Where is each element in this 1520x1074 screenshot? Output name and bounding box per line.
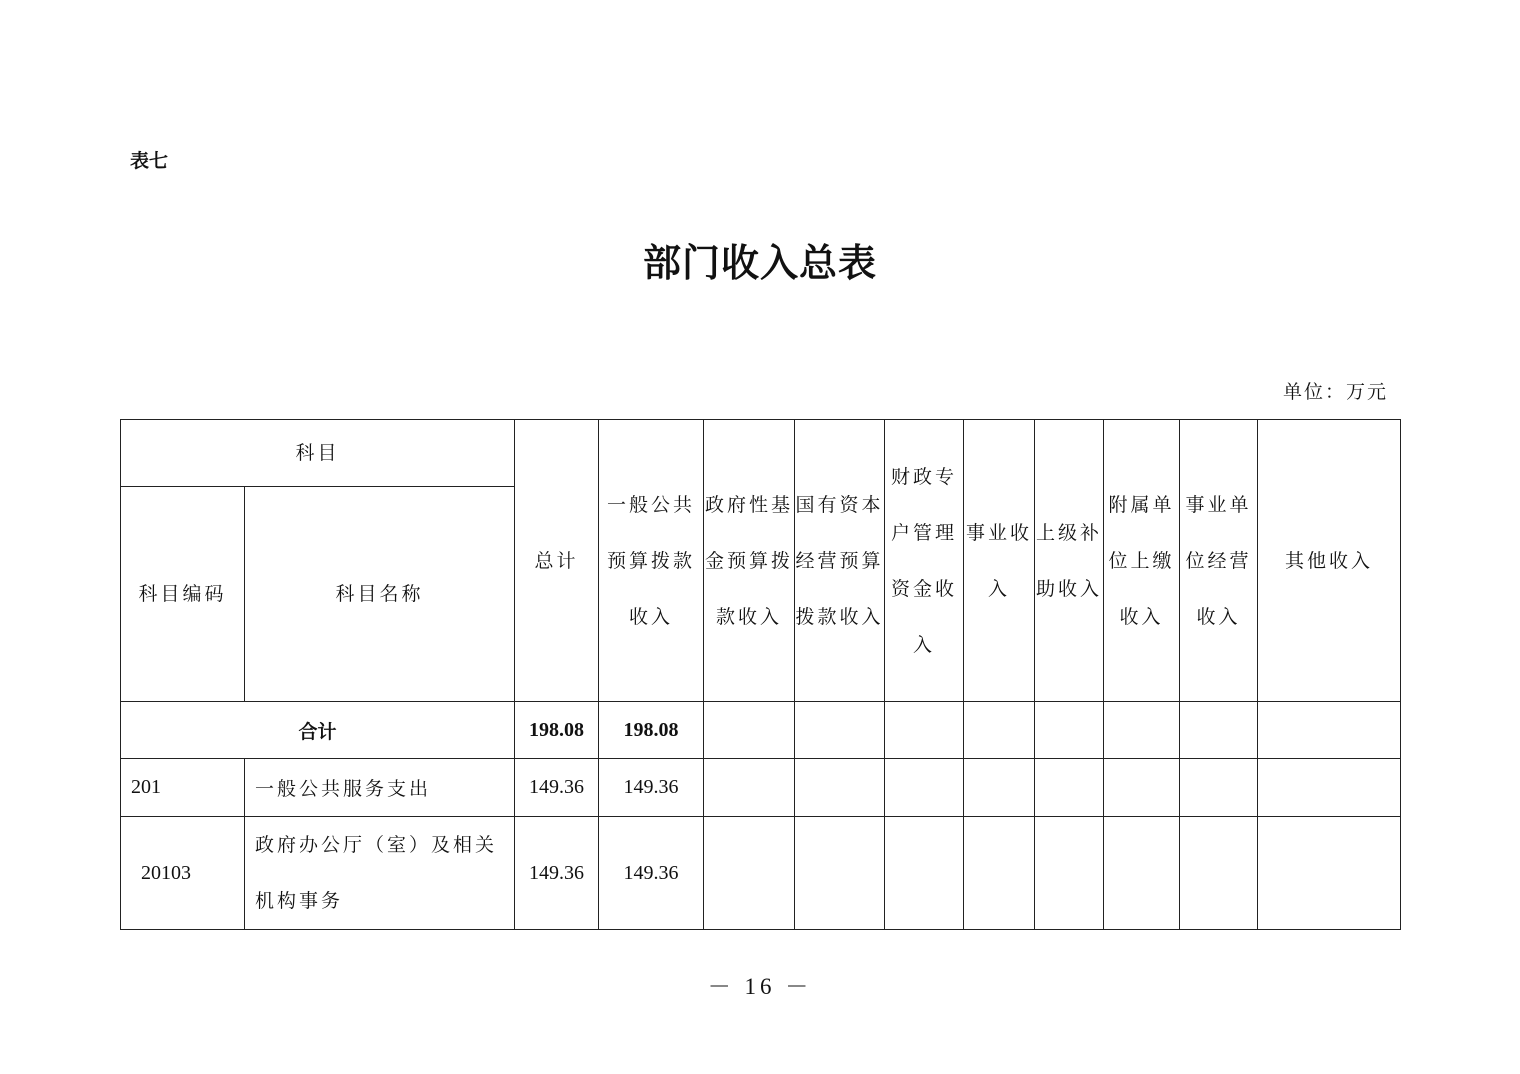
empty-cell [704, 759, 795, 817]
empty-cell [1104, 759, 1180, 817]
empty-cell [704, 702, 795, 759]
header-other-income: 其他收入 [1258, 420, 1401, 702]
row-general-public-budget: 149.36 [599, 817, 704, 930]
empty-cell [1035, 817, 1104, 930]
empty-cell [1258, 817, 1401, 930]
empty-cell [795, 817, 885, 930]
header-superior-subsidy: 上级补助收入 [1035, 420, 1104, 702]
empty-cell [885, 759, 964, 817]
empty-cell [964, 759, 1035, 817]
empty-cell [1104, 817, 1180, 930]
header-business-income: 事业收入 [964, 420, 1035, 702]
unit-note: 单位：万元 [1283, 381, 1389, 403]
empty-cell [1180, 702, 1258, 759]
totals-general-public-budget: 198.08 [599, 702, 704, 759]
empty-cell [1258, 759, 1401, 817]
empty-cell [795, 702, 885, 759]
empty-cell [1035, 759, 1104, 817]
income-summary-table [120, 419, 1401, 930]
header-general-public-budget: 一般公共预算拨款收入 [599, 420, 704, 702]
row-code: 201 [121, 759, 245, 817]
empty-cell [1180, 817, 1258, 930]
header-gov-fund-budget: 政府性基金预算拨款收入 [704, 420, 795, 702]
page-title: 部门收入总表 [642, 240, 877, 285]
table-label: 表七 [130, 150, 169, 172]
empty-cell [795, 759, 885, 817]
empty-cell [885, 702, 964, 759]
empty-cell [964, 817, 1035, 930]
empty-cell [1180, 759, 1258, 817]
header-fiscal-special-account: 财政专户管理资金收入 [885, 420, 964, 702]
row-total: 149.36 [515, 817, 599, 930]
table-row [121, 817, 1401, 930]
table-row [121, 759, 1401, 817]
header-state-capital-budget: 国有资本经营预算拨款收入 [795, 420, 885, 702]
totals-total: 198.08 [515, 702, 599, 759]
header-row-top [121, 420, 1401, 487]
row-name: 政府办公厅（室）及相关机构事务 [245, 817, 515, 930]
totals-label: 合计 [121, 702, 515, 759]
empty-cell [964, 702, 1035, 759]
page-number: － 16 － [707, 974, 813, 999]
row-total: 149.36 [515, 759, 599, 817]
empty-cell [1104, 702, 1180, 759]
empty-cell [704, 817, 795, 930]
header-subject-code: 科目编码 [121, 487, 245, 702]
empty-cell [1035, 702, 1104, 759]
header-subject-name: 科目名称 [245, 487, 515, 702]
header-total: 总计 [515, 420, 599, 702]
header-subject: 科目 [121, 420, 515, 487]
empty-cell [885, 817, 964, 930]
row-code: 20103 [121, 817, 245, 930]
empty-cell [1258, 702, 1401, 759]
row-general-public-budget: 149.36 [599, 759, 704, 817]
header-affiliated-payment: 附属单位上缴收入 [1104, 420, 1180, 702]
row-name: 一般公共服务支出 [245, 759, 515, 817]
totals-row [121, 702, 1401, 759]
header-business-operation: 事业单位经营收入 [1180, 420, 1258, 702]
